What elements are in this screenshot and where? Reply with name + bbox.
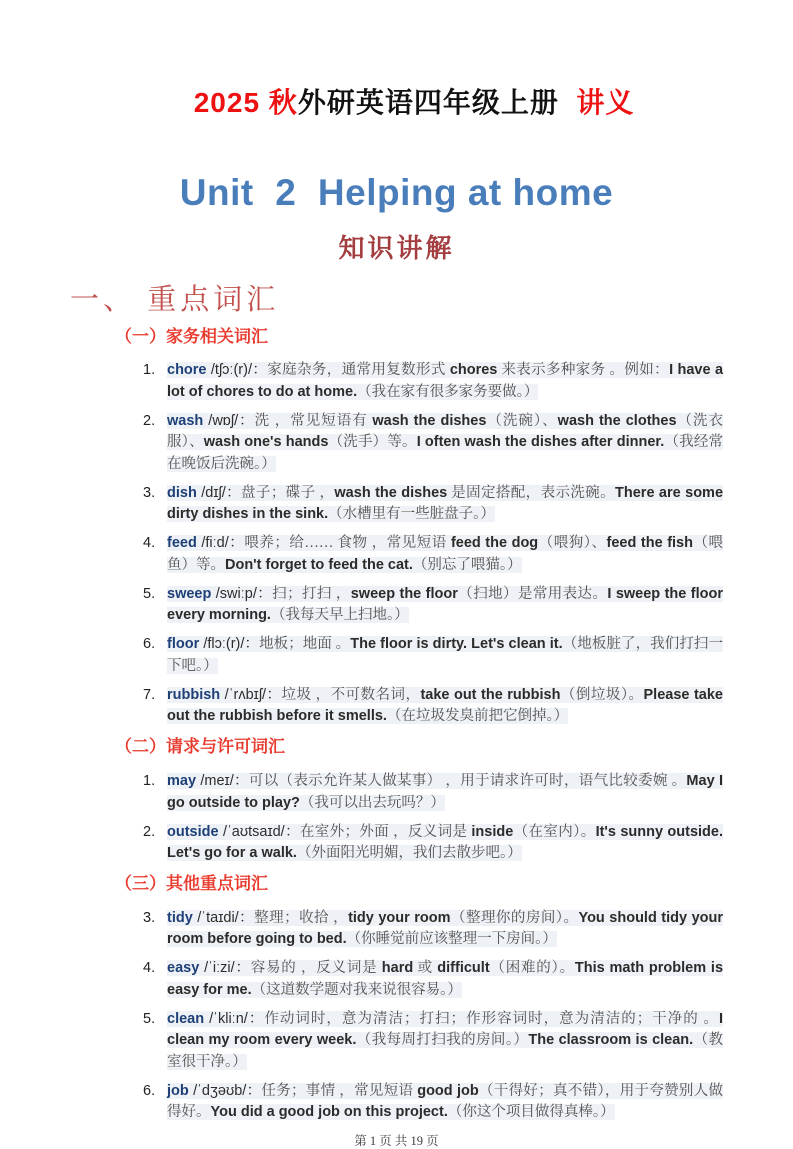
english-text: chores xyxy=(449,362,498,379)
item-text-content xyxy=(167,960,723,998)
chinese-text: （整理你的房间）。 xyxy=(450,909,579,926)
vocab-item-may xyxy=(143,771,723,814)
english-text: wash the dishes xyxy=(334,484,448,501)
vocab-list xyxy=(143,771,723,865)
item-text xyxy=(167,584,723,627)
chinese-text: 作动词时，意为清洁；打扫；作形容词时，意为清洁的；干净的 。 xyxy=(264,1010,719,1027)
item-number: 4. xyxy=(143,535,156,552)
chinese-text: 洗 ，常见短语有 xyxy=(254,412,373,429)
vocab-phonetic: /fiːd/： xyxy=(201,535,245,552)
chinese-text: 整理；收拾 ， xyxy=(254,909,349,926)
section-heading: 知识讲解 xyxy=(338,233,455,263)
vocab-phonetic: /wɒʃ/： xyxy=(208,412,255,429)
chinese-text: （我在家有很多家务要做。） xyxy=(357,383,539,400)
doc-title-red-suffix: 讲义 xyxy=(558,87,635,118)
english-text: I clean my room every week. xyxy=(167,1010,724,1049)
vocab-word: floor xyxy=(167,636,204,653)
unit-title: Unit 2 Helping at home xyxy=(179,172,614,213)
vocab-phonetic: /flɔː(r)/： xyxy=(203,636,260,653)
english-text: There are some dirty dishes in the sink. xyxy=(167,484,724,523)
english-text: This math problem is easy for me. xyxy=(167,960,724,998)
english-text: feed the dog xyxy=(450,535,539,552)
english-text: wash one's hands xyxy=(203,434,329,451)
item-number: 2. xyxy=(143,823,156,840)
item-number: 3. xyxy=(143,484,156,501)
vocab-word: clean xyxy=(167,1010,210,1027)
english-text: good job xyxy=(417,1082,479,1099)
chinese-text: （困难的）。 xyxy=(489,960,575,977)
item-text-content xyxy=(167,910,723,948)
chinese-text: （我可以出去玩吗？） xyxy=(299,794,445,811)
vocab-item-easy xyxy=(143,958,723,1001)
chinese-text: 容易的 ，反义词是 xyxy=(250,960,382,977)
vocab-item-wash xyxy=(143,411,723,476)
item-number: 5. xyxy=(143,585,156,602)
vocab-word: rubbish xyxy=(167,686,225,703)
chinese-text: （你睡觉前应该整理一下房间。） xyxy=(346,931,557,948)
vocab-phonetic: /ˈdʒəʊb/： xyxy=(193,1082,262,1099)
item-number: 2. xyxy=(143,412,156,429)
item-text xyxy=(167,483,723,526)
item-text xyxy=(167,771,723,814)
item-text xyxy=(167,533,723,576)
vocab-subsection xyxy=(70,872,723,1124)
vocab-subsections xyxy=(70,318,723,1131)
vocab-item-rubbish xyxy=(143,685,723,728)
chinese-text: 垃圾 ，不可数名词， xyxy=(281,686,421,703)
item-text-content xyxy=(167,535,723,573)
chinese-text: （地板脏了，我们打扫一下吧。） xyxy=(167,636,723,674)
chinese-text: （教室很干净。） xyxy=(167,1032,723,1070)
item-text xyxy=(167,360,723,403)
chinese-text: （干得好；真不错），用于夸赞别人做得好。 xyxy=(167,1082,724,1121)
item-text xyxy=(167,634,723,677)
chinese-text: 是固定搭配，表示洗碗。 xyxy=(447,484,616,501)
item-text-content xyxy=(167,1083,723,1121)
vocab-phonetic: /tʃɔː(r)/： xyxy=(210,362,268,379)
chinese-text: 来表示多种家务 。例如： xyxy=(497,362,670,379)
chinese-text: （洗碗）、 xyxy=(486,412,558,429)
english-text: The floor is dirty. Let's clean it. xyxy=(350,636,563,653)
item-text-content xyxy=(167,824,723,862)
chinese-text: （在垃圾发臭前把它倒掉。） xyxy=(386,708,569,725)
doc-title-main: 外研英语四年级上册 xyxy=(297,87,559,118)
item-text xyxy=(167,908,723,951)
english-text: wash the dishes xyxy=(372,412,487,429)
english-text: It's sunny outside. Let's go for a walk. xyxy=(167,823,723,862)
chinese-text: 盘子；碟子 ， xyxy=(241,484,335,501)
vocab-phonetic: /ˈaʊtsaɪd/： xyxy=(222,823,300,840)
vocab-item-dish xyxy=(143,483,723,526)
item-text-content xyxy=(167,586,723,624)
vocab-word: sweep xyxy=(167,585,216,602)
english-text: hard xyxy=(381,960,414,977)
english-text: feed the fish xyxy=(606,535,693,552)
vocab-item-feed xyxy=(143,533,723,576)
english-text: You did a good job on this project. xyxy=(210,1104,448,1121)
item-number: 4. xyxy=(143,960,156,977)
english-text: Please take out the rubbish before it smells. xyxy=(167,686,723,725)
vocab-list xyxy=(143,360,723,728)
item-number: 3. xyxy=(143,909,156,926)
item-text xyxy=(167,958,723,1001)
item-text xyxy=(167,1009,723,1074)
item-text xyxy=(167,1081,723,1124)
vocab-phonetic: /ˈtaɪdi/： xyxy=(197,909,255,926)
chinese-text: 或 xyxy=(413,960,438,977)
item-text-content xyxy=(167,362,723,400)
chinese-text: （你这个项目做得真棒。） xyxy=(447,1104,615,1121)
item-number: 7. xyxy=(143,686,156,703)
item-text-content xyxy=(167,636,723,674)
chinese-text: 地板；地面 。 xyxy=(259,636,351,653)
vocab-word: may xyxy=(167,773,201,790)
chinese-text: （外面阳光明媚，我们去散步吧。） xyxy=(296,845,522,862)
vocab-subsection xyxy=(70,325,723,728)
english-text: I have a lot of chores to do at home. xyxy=(167,362,724,400)
vocab-word: feed xyxy=(167,535,202,552)
chinese-text: （我每天早上扫地。） xyxy=(270,607,409,624)
item-text-content xyxy=(167,773,723,811)
chinese-text: 可以（表示允许某人做某事） ，用于请求许可时，语气比较委婉 。 xyxy=(248,773,687,790)
vocab-item-clean xyxy=(143,1009,723,1074)
chinese-text: （在室内）。 xyxy=(513,823,596,840)
subsection-heading: （一）家务相关词汇 xyxy=(115,326,268,346)
vocab-list xyxy=(143,908,723,1124)
vocab-phonetic: /meɪ/： xyxy=(200,773,249,790)
item-number: 1. xyxy=(143,773,156,790)
main-heading-vocabulary: 一、 重点词汇 xyxy=(70,284,280,317)
item-text-content xyxy=(167,1011,723,1070)
english-text: Don't forget to feed the cat. xyxy=(225,556,413,573)
chinese-text: 扫；打扫 ， xyxy=(272,585,351,602)
chinese-text: 在室外；外面 ，反义词是 xyxy=(299,823,472,840)
english-text: take out the rubbish xyxy=(420,686,561,703)
vocab-item-job xyxy=(143,1081,723,1124)
vocab-item-tidy xyxy=(143,908,723,951)
chinese-text: 喂养；给…… 食物 ，常见短语 xyxy=(244,535,451,552)
english-text: I sweep the floor every morning. xyxy=(167,585,723,624)
vocab-word: easy xyxy=(167,960,205,977)
chinese-text: 任务；事情 ，常见短语 xyxy=(261,1082,418,1099)
chinese-text: （扫地）是常用表达。 xyxy=(457,585,608,602)
chinese-text: （洗手）等。 xyxy=(328,434,417,451)
chinese-text: （我经常在晚饭后洗碗。） xyxy=(167,434,724,472)
item-text xyxy=(167,685,723,728)
english-text: The classroom is clean. xyxy=(528,1032,694,1049)
chinese-text: （喂鱼）等。 xyxy=(167,535,724,573)
item-text-content xyxy=(167,687,723,725)
chinese-text: （洗衣服）、 xyxy=(167,412,724,451)
vocab-item-sweep xyxy=(143,584,723,627)
english-text: I often wash the dishes after dinner. xyxy=(416,434,665,451)
english-text: inside xyxy=(471,823,514,840)
vocab-item-floor xyxy=(143,634,723,677)
english-text: May I go outside to play? xyxy=(167,773,724,811)
vocab-subsection xyxy=(70,735,723,864)
vocab-word: dish xyxy=(167,484,202,501)
item-number: 6. xyxy=(143,636,156,653)
chinese-text: （水槽里有一些脏盘子。） xyxy=(328,506,495,523)
english-text: difficult xyxy=(437,960,490,977)
english-text: sweep the floor xyxy=(350,585,458,602)
english-text: wash the clothes xyxy=(557,412,677,429)
english-text: You should tidy your room before going to bed. xyxy=(167,909,724,948)
doc-title-red-prefix: 2025 秋 xyxy=(193,87,298,118)
subsection-heading: （二）请求与许可词汇 xyxy=(115,737,285,757)
item-text-content xyxy=(167,413,723,472)
vocab-phonetic: /ˈkliːn/： xyxy=(209,1010,265,1027)
vocab-item-outside xyxy=(143,822,723,865)
vocab-phonetic: /ˈiːzi/： xyxy=(204,960,251,977)
item-text xyxy=(167,411,723,476)
vocab-word: job xyxy=(167,1082,194,1099)
subsection-heading: （三）其他重点词汇 xyxy=(115,874,268,894)
english-text: tidy your room xyxy=(348,909,451,926)
vocab-word: outside xyxy=(167,823,223,840)
vocab-word: wash xyxy=(167,412,209,429)
vocab-item-chore xyxy=(143,360,723,403)
item-number: 6. xyxy=(143,1082,156,1099)
chinese-text: （别忘了喂猫。） xyxy=(412,556,522,573)
chinese-text: （倒垃圾）。 xyxy=(560,686,644,703)
chinese-text: （我每周打扫我的房间。） xyxy=(356,1032,529,1049)
vocab-phonetic: /ˈrʌbɪʃ/： xyxy=(224,686,282,703)
chinese-text: （这道数学题对我来说很容易。） xyxy=(251,981,462,998)
vocab-phonetic: /dɪʃ/： xyxy=(201,484,242,501)
doc-title xyxy=(70,50,723,155)
chinese-text: 家庭杂务，通常用复数形式 xyxy=(267,362,450,379)
page-footer: 第 1 页 共 19 页 xyxy=(354,1134,439,1149)
item-number: 5. xyxy=(143,1010,156,1027)
vocab-word: tidy xyxy=(167,909,198,926)
item-number: 1. xyxy=(143,362,156,379)
item-text-content xyxy=(167,485,723,523)
chinese-text: （喂狗）、 xyxy=(538,535,607,552)
item-text xyxy=(167,822,723,865)
vocab-phonetic: /swiːp/： xyxy=(215,585,273,602)
vocab-word: chore xyxy=(167,362,211,379)
